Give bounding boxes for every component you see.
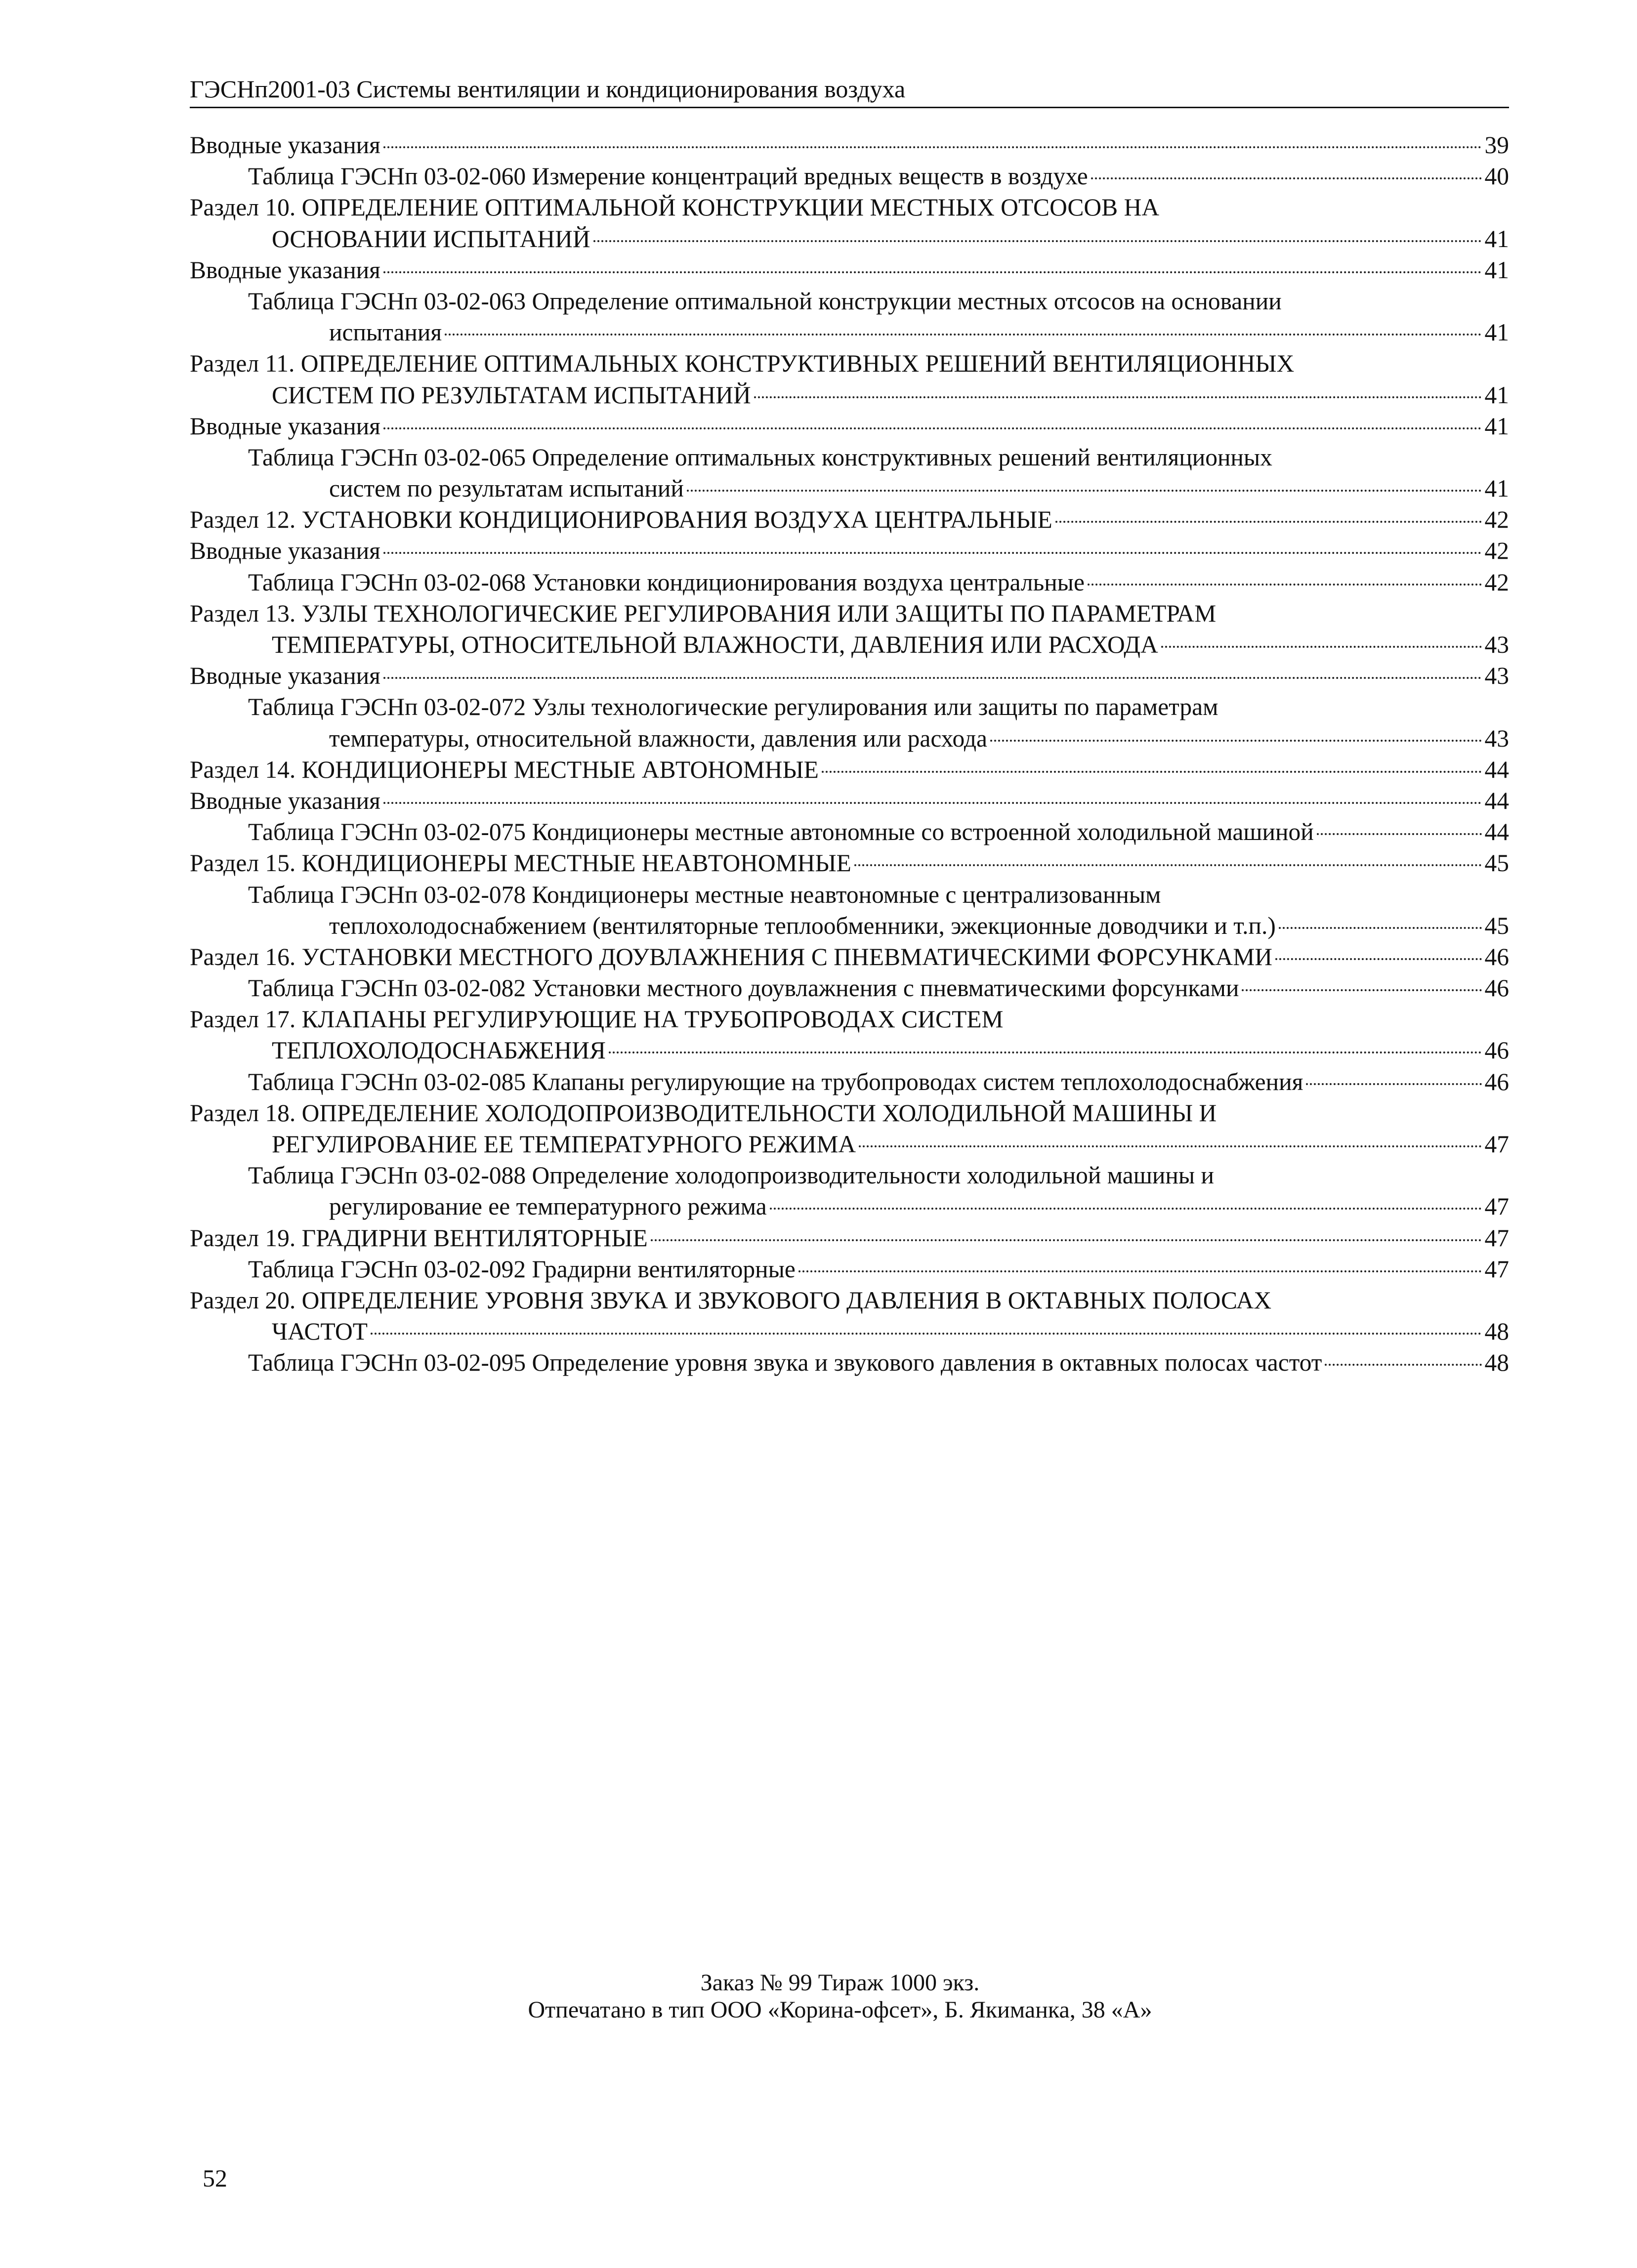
toc-page-number: 46 — [1484, 1037, 1509, 1064]
dot-leader — [687, 490, 1482, 492]
toc-entry-text: Таблица ГЭСНп 03-02-085 Клапаны регулирующие на трубопроводах систем теплохолодоснабжения — [248, 1068, 1303, 1095]
toc-section-entry — [190, 129, 1509, 161]
dot-leader — [609, 1051, 1482, 1053]
toc-entry-text: Раздел 10. ОПРЕДЕЛЕНИЕ ОПТИМАЛЬНОЙ КОНСТРУКЦИИ МЕСТНЫХ ОТСОСОВ НА — [190, 194, 1160, 221]
dot-leader — [1242, 989, 1481, 991]
dot-leader — [798, 1270, 1482, 1272]
toc-line — [190, 161, 1509, 192]
toc-line — [190, 535, 1509, 566]
toc-entry-text: Вводные указания — [190, 131, 380, 159]
toc-section-entry — [190, 1285, 1509, 1347]
toc-table-entry — [190, 1160, 1509, 1222]
dot-leader — [445, 334, 1481, 336]
toc-line — [190, 1160, 1509, 1191]
toc-table-entry — [190, 442, 1509, 504]
dot-leader — [754, 396, 1482, 398]
toc-entry-text: Раздел 11. ОПРЕДЕЛЕНИЕ ОПТИМАЛЬНЫХ КОНСТРУКТИВНЫХ РЕШЕНИЙ ВЕНТИЛЯЦИОННЫХ — [190, 350, 1295, 378]
toc-entry-text: Раздел 18. ОПРЕДЕЛЕНИЕ ХОЛОДОПРОИЗВОДИТЕЛЬНОСТИ ХОЛОДИЛЬНОЙ МАШИНЫ И — [190, 1099, 1217, 1127]
dot-leader — [383, 271, 1482, 273]
toc-line — [190, 348, 1509, 379]
toc-line — [190, 129, 1509, 161]
toc-line — [190, 1254, 1509, 1285]
dot-leader — [383, 427, 1482, 429]
dot-leader — [651, 1239, 1482, 1241]
toc-line — [190, 629, 1509, 660]
toc-entry-text: Раздел 12. УСТАНОВКИ КОНДИЦИОНИРОВАНИЯ ВОЗДУХА ЦЕНТРАЛЬНЫЕ — [190, 506, 1052, 534]
toc-line — [190, 660, 1509, 691]
toc-line — [190, 1222, 1509, 1254]
toc-line — [190, 816, 1509, 847]
toc-entry-text: Таблица ГЭСНп 03-02-072 Узлы технологические регулирования или защиты по параметрам — [248, 693, 1218, 721]
toc-entry-text: Вводные указания — [190, 662, 380, 690]
toc-line — [190, 504, 1509, 535]
toc-line — [190, 1035, 1509, 1066]
dot-leader — [770, 1208, 1482, 1210]
toc-line — [190, 972, 1509, 1004]
toc-entry-text: Раздел 19. ГРАДИРНИ ВЕНТИЛЯТОРНЫЕ — [190, 1224, 648, 1252]
toc-table-entry — [190, 286, 1509, 348]
toc-line — [190, 941, 1509, 972]
toc-section-entry — [190, 1097, 1509, 1160]
toc-section-entry — [190, 192, 1509, 254]
toc-line — [190, 1004, 1509, 1035]
toc-line — [190, 879, 1509, 910]
imprint-printer-line: Отпечатано в тип ООО «Корина-офсет», Б. Якиманка, 38 «А» — [528, 1997, 1152, 2023]
toc-page-number: 44 — [1484, 756, 1509, 783]
toc-section-entry — [190, 785, 1509, 816]
toc-entry-text: регулирование ее температурного режима — [329, 1193, 767, 1220]
toc-entry-text: Таблица ГЭСНп 03-02-095 Определение уровня звука и звукового давления в октавных полосах частот — [248, 1349, 1322, 1377]
toc-line — [190, 567, 1509, 598]
page-number: 52 — [203, 2164, 227, 2192]
dot-leader — [593, 240, 1482, 242]
toc-page-number: 41 — [1484, 225, 1509, 252]
toc-entry-text: испытания — [329, 319, 442, 346]
toc-entry-text: Раздел 14. КОНДИЦИОНЕРЫ МЕСТНЫЕ АВТОНОМНЫЕ — [190, 756, 819, 783]
toc-line — [190, 317, 1509, 348]
toc-entry-text: Вводные указания — [190, 412, 380, 440]
toc-entry-text: ТЕМПЕРАТУРЫ, ОТНОСИТЕЛЬНОЙ ВЛАЖНОСТИ, ДАВЛЕНИЯ ИЛИ РАСХОДА — [272, 631, 1158, 658]
toc-line — [190, 785, 1509, 816]
toc-page-number: 41 — [1484, 256, 1509, 284]
toc-page-number: 43 — [1484, 631, 1509, 658]
toc-line — [190, 473, 1509, 504]
dot-leader — [822, 771, 1482, 773]
toc-table-entry — [190, 567, 1509, 598]
toc-section-entry — [190, 941, 1509, 972]
dot-leader — [859, 1145, 1481, 1147]
toc-entry-text: Раздел 20. ОПРЕДЕЛЕНИЕ УРОВНЯ ЗВУКА И ЗВУКОВОГО ДАВЛЕНИЯ В ОКТАВНЫХ ПОЛОСАХ — [190, 1286, 1272, 1314]
toc-entry-text: Таблица ГЭСНп 03-02-065 Определение оптимальных конструктивных решений вентиляционных — [248, 443, 1272, 471]
toc-line — [190, 1097, 1509, 1129]
dot-leader — [383, 552, 1482, 554]
toc-page-number: 47 — [1484, 1224, 1509, 1252]
toc-entry-text: СИСТЕМ ПО РЕЗУЛЬТАТАМ ИСПЫТАНИЙ — [272, 381, 751, 409]
toc-page-number: 40 — [1484, 163, 1509, 190]
toc-page-number: 46 — [1484, 974, 1509, 1002]
toc-page-number: 42 — [1484, 537, 1509, 565]
dot-leader — [854, 864, 1482, 866]
toc-entry-text: ОСНОВАНИИ ИСПЫТАНИЙ — [272, 225, 590, 252]
toc-page-number: 48 — [1484, 1349, 1509, 1377]
toc-entry-text: РЕГУЛИРОВАНИЕ ЕЕ ТЕМПЕРАТУРНОГО РЕЖИМА — [272, 1131, 856, 1158]
toc-entry-text: Вводные указания — [190, 537, 380, 565]
toc-entry-text: ТЕПЛОХОЛОДОСНАБЖЕНИЯ — [272, 1037, 606, 1064]
toc-line — [190, 286, 1509, 317]
toc-line — [190, 254, 1509, 286]
toc-entry-text: Раздел 15. КОНДИЦИОНЕРЫ МЕСТНЫЕ НЕАВТОНОМНЫЕ — [190, 849, 851, 877]
toc-entry-text: Таблица ГЭСНп 03-02-082 Установки местного доувлажнения с пневматическими форсунками — [248, 974, 1239, 1002]
toc-page-number: 42 — [1484, 568, 1509, 596]
toc-line — [190, 691, 1509, 722]
dot-leader — [1306, 1083, 1481, 1085]
toc-line — [190, 442, 1509, 473]
dot-leader — [1275, 958, 1482, 960]
toc-page-number: 44 — [1484, 787, 1509, 814]
toc-entry-text: Таблица ГЭСНп 03-02-078 Кондиционеры местные неавтономные с централизованным — [248, 881, 1161, 908]
toc-section-entry — [190, 504, 1509, 535]
toc-entry-text: температуры, относительной влажности, давления или расхода — [329, 724, 987, 752]
toc-page-number: 46 — [1484, 943, 1509, 970]
toc-page-number: 41 — [1484, 475, 1509, 503]
running-header: ГЭСНп2001-03 Системы вентиляции и кондиционирования воздуха — [190, 75, 906, 103]
toc-section-entry — [190, 598, 1509, 660]
dot-leader — [383, 802, 1482, 804]
toc-section-entry — [190, 254, 1509, 286]
dot-leader — [1161, 646, 1482, 648]
toc-line — [190, 598, 1509, 629]
toc-entry-text: Таблица ГЭСНп 03-02-060 Измерение концентраций вредных веществ в воздухе — [248, 163, 1088, 190]
toc-line — [190, 1066, 1509, 1097]
dot-leader — [990, 740, 1482, 742]
toc-page-number: 43 — [1484, 662, 1509, 690]
toc-page-number: 47 — [1484, 1193, 1509, 1220]
toc-table-entry — [190, 691, 1509, 754]
toc-line — [190, 1129, 1509, 1160]
toc-line — [190, 1285, 1509, 1316]
toc-line — [190, 910, 1509, 941]
toc-page-number: 45 — [1484, 912, 1509, 939]
toc-page-number: 41 — [1484, 412, 1509, 440]
dot-leader — [1317, 833, 1482, 835]
toc-page-number: 41 — [1484, 319, 1509, 346]
toc-section-entry — [190, 411, 1509, 442]
toc-section-entry — [190, 1222, 1509, 1254]
toc-line — [190, 379, 1509, 411]
toc-section-entry — [190, 847, 1509, 879]
toc-section-entry — [190, 348, 1509, 410]
header-rule — [190, 107, 1509, 108]
imprint-order-line: Заказ № 99 Тираж 1000 экз. — [700, 1970, 980, 1996]
dot-leader — [1088, 584, 1482, 586]
dot-leader — [383, 677, 1482, 679]
toc-section-entry — [190, 754, 1509, 785]
dot-leader — [371, 1333, 1481, 1335]
toc-entry-text: Таблица ГЭСНп 03-02-075 Кондиционеры местные автономные со встроенной холодильной машиной — [248, 818, 1314, 846]
toc-section-entry — [190, 1004, 1509, 1066]
toc-entry-text: Таблица ГЭСНп 03-02-068 Установки кондиционирования воздуха центральные — [248, 568, 1085, 596]
toc-line — [190, 1316, 1509, 1347]
toc-entry-text: Раздел 16. УСТАНОВКИ МЕСТНОГО ДОУВЛАЖНЕНИЯ С ПНЕВМАТИЧЕСКИМИ ФОРСУНКАМИ — [190, 943, 1272, 970]
toc-table-entry — [190, 161, 1509, 192]
toc-line — [190, 192, 1509, 223]
toc-section-entry — [190, 660, 1509, 691]
dot-leader — [1279, 927, 1482, 929]
toc-entry-text: Вводные указания — [190, 787, 380, 814]
toc-line — [190, 411, 1509, 442]
dot-leader — [1091, 177, 1482, 179]
toc-table-entry — [190, 1347, 1509, 1378]
toc-entry-text: теплохолодоснабжением (вентиляторные теплообменники, эжекционные доводчики и т.п.) — [329, 912, 1276, 939]
dot-leader — [383, 146, 1482, 148]
toc-section-entry — [190, 535, 1509, 566]
toc-entry-text: Раздел 17. КЛАПАНЫ РЕГУЛИРУЮЩИЕ НА ТРУБОПРОВОДАХ СИСТЕМ — [190, 1006, 1004, 1033]
toc-line — [190, 754, 1509, 785]
toc-entry-text: систем по результатам испытаний — [329, 475, 684, 503]
toc-table-entry — [190, 879, 1509, 941]
toc-line — [190, 723, 1509, 754]
toc-table-entry — [190, 1066, 1509, 1097]
toc-page-number: 41 — [1484, 381, 1509, 409]
toc-line — [190, 1347, 1509, 1378]
toc-table-entry — [190, 816, 1509, 847]
toc-page-number: 45 — [1484, 849, 1509, 877]
toc-entry-text: Таблица ГЭСНп 03-02-092 Градирни вентиляторные — [248, 1255, 796, 1283]
toc-line — [190, 847, 1509, 879]
dot-leader — [1055, 521, 1482, 523]
toc-entry-text: Таблица ГЭСНп 03-02-088 Определение холодопроизводительности холодильной машины и — [248, 1162, 1214, 1189]
toc-table-entry — [190, 972, 1509, 1004]
toc-page-number: 46 — [1484, 1068, 1509, 1095]
toc-page-number: 47 — [1484, 1255, 1509, 1283]
toc-entry-text: ЧАСТОТ — [272, 1318, 368, 1345]
toc-line — [190, 1191, 1509, 1222]
toc-page-number: 47 — [1484, 1131, 1509, 1158]
toc-page-number: 44 — [1484, 818, 1509, 846]
toc-page-number: 48 — [1484, 1318, 1509, 1345]
toc-page-number: 39 — [1484, 131, 1509, 159]
dot-leader — [1325, 1364, 1481, 1366]
toc-page-number: 42 — [1484, 506, 1509, 534]
toc-line — [190, 223, 1509, 254]
toc-table-entry — [190, 1254, 1509, 1285]
toc-page-number: 43 — [1484, 724, 1509, 752]
toc-entry-text: Раздел 13. УЗЛЫ ТЕХНОЛОГИЧЕСКИЕ РЕГУЛИРОВАНИЯ ИЛИ ЗАЩИТЫ ПО ПАРАМЕТРАМ — [190, 599, 1217, 627]
toc-entry-text: Вводные указания — [190, 256, 380, 284]
table-of-contents — [190, 129, 1509, 1379]
toc-entry-text: Таблица ГЭСНп 03-02-063 Определение оптимальной конструкции местных отсосов на основании — [248, 287, 1282, 315]
